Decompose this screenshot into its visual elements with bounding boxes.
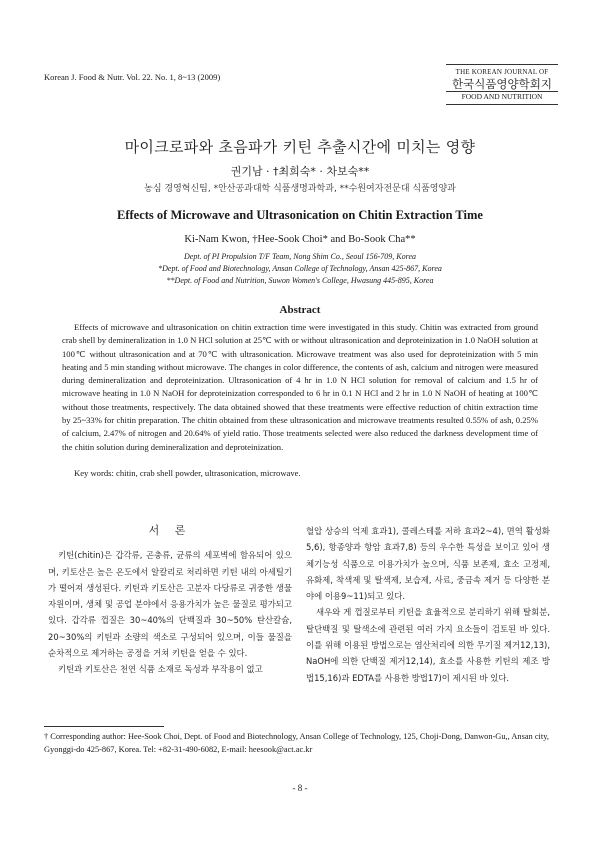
body-column-right	[306, 523, 550, 686]
intro-heading: 서 론	[148, 524, 192, 537]
journal-citation: Korean J. Food & Nutr. Vol. 22. No. 1, 8~13 (2009)	[44, 72, 221, 82]
authors-english: Ki-Nam Kwon, †Hee-Sook Choi* and Bo-Sook Cha**	[184, 234, 416, 245]
page-number: - 8 -	[292, 783, 308, 793]
department-2: *Dept. of Food and Biotechnology, Ansan College of Technology, Ansan 425-867, Korea	[158, 264, 442, 273]
journal-name-en: THE KOREAN JOURNAL OF	[455, 68, 549, 76]
body-column-left	[48, 523, 292, 678]
department-3: **Dept. of Food and Nutrition, Suwon Women's College, Hwasung 445-895, Korea	[166, 276, 434, 285]
abstract-heading: Abstract	[279, 304, 321, 316]
journal-logo	[446, 64, 558, 105]
title-korean: 마이크로파와 초음파가 키틴 추출시간에 미치는 영향	[124, 138, 476, 156]
intro-paragraph: 키틴(chitin)은 갑각류, 곤충류, 균류의 세포벽에 함유되어 있으며, 키토산은 높은 온도에서 알칼리로 처리하면 키틴 내의 아세틸기가 떨어져 생성된다. 키틴과 키토산은 고분자 다당류로 귀중한 생물자원이며, 생체 및 공업 분야에서 응용가치가 높은 물질로 평가되고 있다. 갑각류 껍질은 30~40%의 단백질과 30~50% 탄산칼슘, 20~30%의 키틴과 소량의 색소로 구성되어 있으며, 이들 물질을 순차적으로 제거하는 공정을 거쳐 키틴을 얻을 수 있다.	[48, 550, 292, 659]
title-english: Effects of Microwave and Ultrasonication on Chitin Extraction Time	[117, 208, 483, 222]
abstract-text: Effects of microwave and ultrasonication on chitin extraction time were investigated in this study. Chitin was extracted from ground crab shell by demineralization in 1.0 N HCl solution at 25℃ with or without ultrasonication and deproteinization in 1.0 NaOH solution at 100℃ without ultrasonication and at 70℃ with ultrasonication. Microwave treatment was also used for deproteinization with 5 min heating and 5 min standing without microwave. The changes in color difference, the contents of ash, calcium and nitrogen were measured during demineralization and deproteinization. Ultrasonication of 4 hr in 1.0 N HCl solution for removal of calcium and 1.5 hr of microwave heating in 1.0 N NaOH for deproteinization corresponded to 6 hr in 0.1 N HCl and 2 hr in 1.0 N NaOH of heating at 100℃ without those treatments, respectively. The data obtained showed that these treatments were effective reduction of chitin extraction time by 25~33% for chitin preparation. The chitin obtained from these ultrasonication and microwave treatments resulted 0.55% of ash, 0.25% of calcium, 2.47% of nitrogen and 20.64% of yield ratio. Those treatments selected were also reduced the darkness development time of the chitin solution during demineralization and deproteinization.	[62, 322, 538, 452]
authors-korean: 권기남 · †최희숙* · 차보숙**	[230, 165, 370, 178]
intro-paragraph: 키틴과 키토산은 천연 식품 소재로 독성과 부작용이 없고	[58, 664, 263, 675]
department-1: Dept. of PI Propulsion T/F Team, Nong Shim Co., Seoul 156-709, Korea	[184, 252, 416, 261]
corresponding-author-footnote: † Corresponding author: Hee-Sook Choi, Dept. of Food and Biotechnology, Ansan College of Technology, 125, Choji-Dong, Danwon-Gu,, Ansan city, Gyonggi-do 425-867, Korea. Tel: +82-31-490-6082, E-mail: heesook@act.ac.kr	[44, 732, 549, 754]
intro-paragraph: 새우와 게 껍질로부터 키틴을 효율적으로 분리하기 위해 탈회분, 탈단백질 및 탈색소에 관련된 여러 가지 요소들이 검토된 바 있다. 이를 위해 이용된 방법으로는 염산처리에 의한 무기질 제거12,13), NaOH에 의한 단백질 제거12,14), 효소를 사용한 키틴의 제조 방법15,16)과 EDTA를 사용한 방법17)이 제시된 바 있다.	[306, 607, 550, 683]
journal-name-en2: FOOD AND NUTRITION	[446, 91, 558, 102]
keywords: Key words: chitin, crab shell powder, ultrasonication, microwave.	[74, 468, 301, 478]
journal-name-ko: 한국식품영양학회지	[452, 77, 552, 91]
intro-paragraph: 혈압 상승의 억제 효과1), 콜레스테롤 저하 효과2~4), 면역 활성화5,6), 항종양과 항암 효과7,8) 등의 우수한 특성을 보이고 있어 생체기능성 식품으로 이용가치가 높으며, 식품 보존제, 효소 고정제, 유화제, 착색제 및 탈색제, 보습제, 사료, 중금속 제거 등 다양한 분야에 이용9~11)되고 있다.	[306, 526, 550, 602]
footnote-rule	[44, 726, 164, 727]
affiliations-korean: 농심 경영혁신팀, *안산공과대학 식품생명과학과, **수원여자전문대 식품영양과	[144, 184, 456, 194]
